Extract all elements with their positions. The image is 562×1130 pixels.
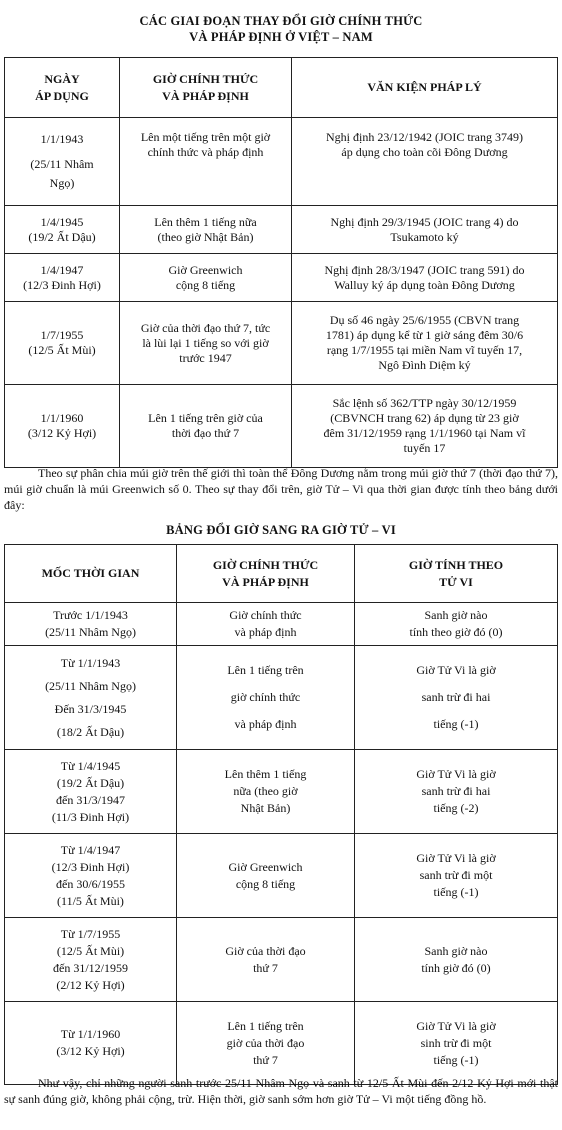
- cell-tuvi: Sanh giờ nào tính theo giờ đó (0): [355, 603, 558, 646]
- cell-time: Lên 1 tiếng trên giờ của thời đạo thứ 7: [120, 385, 292, 468]
- table-row: [5, 118, 558, 206]
- cell-document: Dụ số 46 ngày 25/6/1955 (CBVN trang 1781) áp dụng kể từ 1 giờ sáng đêm 30/6 rạng 1/7/1955 tại miền Nam vĩ tuyến 17, Ngô Đình Diệm ký: [292, 302, 558, 385]
- cell-tuvi: Giờ Tử Vi là giờ sinh trừ đi một tiếng (-1): [355, 1002, 558, 1085]
- cell-period: Trước 1/1/1943 (25/11 Nhâm Ngọ): [5, 603, 177, 646]
- cell-date: 1/1/1943 (25/11 Nhâm Ngọ): [5, 118, 120, 206]
- table-row: [5, 302, 558, 385]
- cell-time: Giờ Greenwich cộng 8 tiếng: [120, 254, 292, 302]
- title-line-2: VÀ PHÁP ĐỊNH Ở VIỆT – NAM: [189, 30, 373, 44]
- cell-time: Lên thêm 1 tiếng nữa (theo giờ Nhật Bản): [177, 750, 355, 834]
- cell-tuvi: Giờ Tử Vi là giờ sanh trừ đi một tiếng (-1): [355, 834, 558, 918]
- table-row: [5, 834, 558, 918]
- paragraph-conclusion: Như vậy, chỉ những người sanh trước 25/11 Nhâm Ngọ và sanh từ 12/5 Ất Mùi đến 2/12 Kỷ Hợi mới thật sự sanh đúng giờ, không phải cộng, trừ. Hiện thời, giờ sanh sớm hơn giờ Tử – Vi một tiếng đồng hồ.: [4, 1076, 558, 1106]
- header-legal-document: VĂN KIỆN PHÁP LÝ: [292, 58, 558, 118]
- title-conversion-table: BẢNG ĐỔI GIỜ SANG RA GIỜ TỬ – VI: [166, 523, 396, 537]
- cell-tuvi: Sanh giờ nào tính giờ đó (0): [355, 918, 558, 1002]
- cell-document: Nghị định 29/3/1945 (JOIC trang 4) do Tsukamoto ký: [292, 206, 558, 254]
- cell-tuvi: Giờ Tử Vi là giờ sanh trừ đi hai tiếng (-1): [355, 646, 558, 750]
- table-row: [5, 750, 558, 834]
- cell-time: Giờ của thời đạo thứ 7, tức là lùi lại 1 tiếng so với giờ trước 1947: [120, 302, 292, 385]
- cell-date: 1/4/1945 (19/2 Ất Dậu): [5, 206, 120, 254]
- cell-date: 1/1/1960 (3/12 Kỷ Hợi): [5, 385, 120, 468]
- cell-date: 1/7/1955 (12/5 Ất Mùi): [5, 302, 120, 385]
- cell-document: Sắc lệnh số 362/TTP ngày 30/12/1959 (CBVNCH trang 62) áp dụng từ 23 giờ đêm 31/12/1959 rạng 1/1/1960 tại Nam vĩ tuyến 17: [292, 385, 558, 468]
- cell-time: Giờ chính thức và pháp định: [177, 603, 355, 646]
- cell-period: Từ 1/4/1945 (19/2 Ất Dậu) đến 31/3/1947 (11/3 Đinh Hợi): [5, 750, 177, 834]
- cell-document: Nghị định 23/12/1942 (JOIC trang 3749) áp dụng cho toàn cõi Đông Dương: [292, 118, 558, 206]
- title-time-change-periods: [0, 13, 562, 45]
- table-row: [5, 385, 558, 468]
- paragraph-timezone-explanation: Theo sự phân chia múi giờ trên thế giới thì toàn thể Đông Dương nằm trong múi giờ thứ 7 (thời đạo thứ 7), múi giờ chuẩn là múi Greenwich số 0. Theo sự thay đổi trên, giờ Tử – Vi qua thời gian được tính theo bảng dưới đây:: [4, 466, 558, 512]
- cell-time: Lên một tiếng trên một giờ chính thức và pháp định: [120, 118, 292, 206]
- header-period: MỐC THỜI GIAN: [5, 545, 177, 603]
- cell-tuvi: Giờ Tử Vi là giờ sanh trừ đi hai tiếng (-2): [355, 750, 558, 834]
- header-tuvi-time: GIỜ TÍNH THEO TỬ VI: [355, 545, 558, 603]
- table-row: [5, 603, 558, 646]
- header-date: NGÀY ÁP DỤNG: [5, 58, 120, 118]
- cell-period: Từ 1/1/1943 (25/11 Nhâm Ngọ) Đến 31/3/1945 (18/2 Ất Dậu): [5, 646, 177, 750]
- cell-time: Lên 1 tiếng trên giờ chính thức và pháp định: [177, 646, 355, 750]
- cell-document: Nghị định 28/3/1947 (JOIC trang 591) do Walluy ký áp dụng toàn Đông Dương: [292, 254, 558, 302]
- time-change-table: [4, 57, 558, 468]
- cell-period: Từ 1/4/1947 (12/3 Đinh Hợi) đến 30/6/1955 (11/5 Ất Mùi): [5, 834, 177, 918]
- header-official-time: GIỜ CHÍNH THỨC VÀ PHÁP ĐỊNH: [177, 545, 355, 603]
- table-header-row: [5, 545, 558, 603]
- cell-date: 1/4/1947 (12/3 Đinh Hợi): [5, 254, 120, 302]
- cell-period: Từ 1/1/1960 (3/12 Kỷ Hợi): [5, 1002, 177, 1085]
- cell-time: Giờ của thời đạo thứ 7: [177, 918, 355, 1002]
- table-header-row: [5, 58, 558, 118]
- cell-period: Từ 1/7/1955 (12/5 Ất Mùi) đến 31/12/1959 (2/12 Kỷ Hợi): [5, 918, 177, 1002]
- cell-time: Lên thêm 1 tiếng nữa (theo giờ Nhật Bản): [120, 206, 292, 254]
- table-row: [5, 918, 558, 1002]
- title-line-1: CÁC GIAI ĐOẠN THAY ĐỔI GIỜ CHÍNH THỨC: [139, 14, 423, 28]
- table-row: [5, 646, 558, 750]
- cell-time: Giờ Greenwich cộng 8 tiếng: [177, 834, 355, 918]
- cell-time: Lên 1 tiếng trên giờ của thời đạo thứ 7: [177, 1002, 355, 1085]
- table-row: [5, 1002, 558, 1085]
- table-row: [5, 206, 558, 254]
- header-official-time: GIỜ CHÍNH THỨC VÀ PHÁP ĐỊNH: [120, 58, 292, 118]
- table-row: [5, 254, 558, 302]
- tuvi-conversion-table: [4, 544, 558, 1085]
